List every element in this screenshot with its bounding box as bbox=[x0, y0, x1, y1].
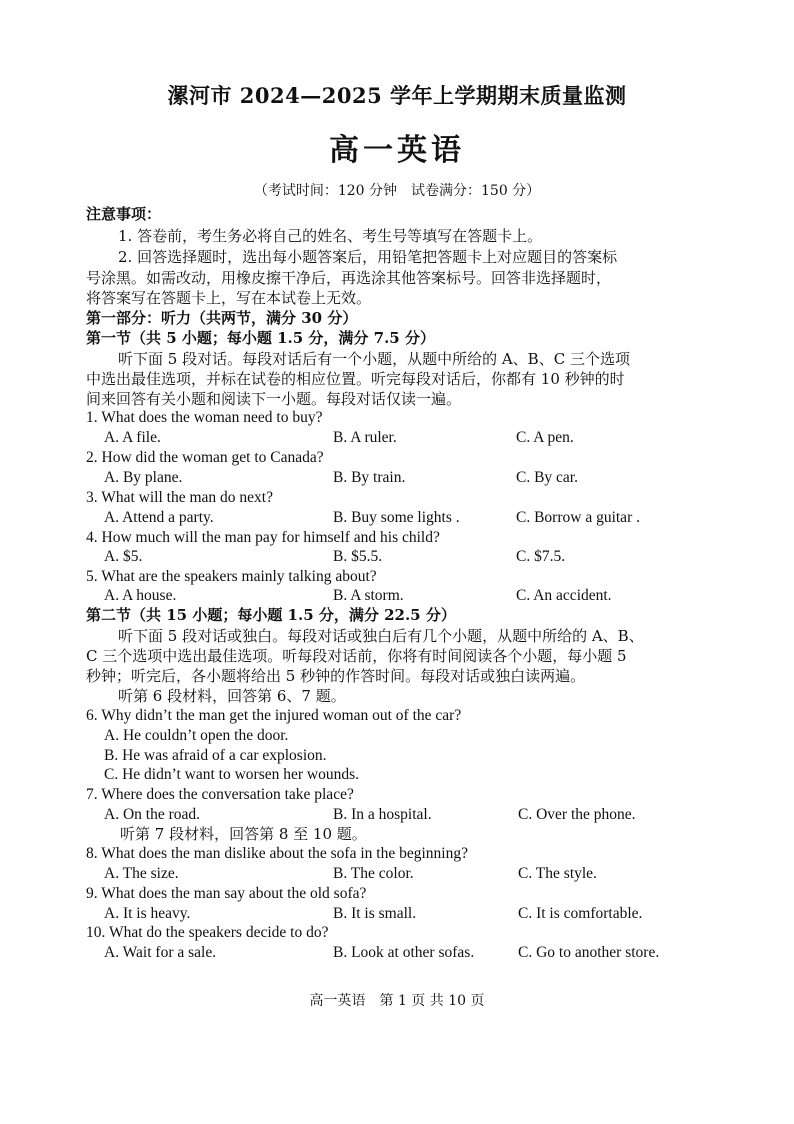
instruction-line: 听下面 5 段对话或独白。每段对话或独白后有几个小题，从题中所给的 A、B、 bbox=[118, 627, 644, 645]
option-b: B. It is small. bbox=[333, 905, 417, 922]
option-c: C. $7.5. bbox=[516, 548, 566, 565]
option-b: B. In a hospital. bbox=[333, 806, 432, 823]
option-b: B. A storm. bbox=[333, 587, 404, 604]
section1-heading: 第一节（共 5 小题；每小题 1.5 分，满分 7.5 分） bbox=[86, 329, 435, 347]
option-a: A. A house. bbox=[104, 587, 177, 604]
option-c: C. An accident. bbox=[516, 587, 612, 604]
question-text: 3. What will the man do next? bbox=[86, 489, 273, 506]
question-text: 5. What are the speakers mainly talking about? bbox=[86, 568, 377, 585]
question-text: 6. Why didn’t the man get the injured woman out of the car? bbox=[86, 707, 462, 724]
option-c: C. The style. bbox=[518, 865, 597, 882]
instruction-line: 间来回答有关小题和阅读下一小题。每段对话仅读一遍。 bbox=[86, 390, 462, 408]
question-text: 7. Where does the conversation take place? bbox=[86, 786, 354, 803]
option-a: A. $5. bbox=[104, 548, 143, 565]
instruction-line: 听下面 5 段对话。每段对话后有一个小题，从题中所给的 A、B、C 三个选项 bbox=[118, 350, 630, 368]
question-text: 10. What do the speakers decide to do? bbox=[86, 924, 329, 941]
option-b: B. Buy some lights . bbox=[333, 509, 460, 526]
option-a: A. A file. bbox=[104, 429, 161, 446]
option-a: A. On the road. bbox=[104, 806, 200, 823]
option-b: B. A ruler. bbox=[333, 429, 397, 446]
notice-line: 号涂黑。如需改动，用橡皮擦干净后，再选涂其他答案标号。回答非选择题时， bbox=[86, 269, 612, 287]
notice-heading: 注意事项： bbox=[86, 205, 162, 223]
option-b: B. He was afraid of a car explosion. bbox=[104, 747, 327, 764]
question-text: 1. What does the woman need to buy? bbox=[86, 409, 323, 426]
instruction-line: C 三个选项中选出最佳选项。听每段对话前，你将有时间阅读各个小题，每小题 5 bbox=[86, 647, 627, 665]
option-c: C. By car. bbox=[516, 469, 578, 486]
notice-line: 1. 答卷前，考生务必将自己的姓名、考生号等填写在答题卡上。 bbox=[118, 227, 543, 245]
option-b: B. Look at other sofas. bbox=[333, 944, 475, 961]
option-c: C. A pen. bbox=[516, 429, 574, 446]
question-text: 8. What does the man dislike about the sofa in the beginning? bbox=[86, 845, 468, 862]
option-b: B. $5.5. bbox=[333, 548, 383, 565]
option-a: A. It is heavy. bbox=[104, 905, 191, 922]
option-a: A. He couldn’t open the door. bbox=[104, 727, 289, 744]
option-a: A. By plane. bbox=[104, 469, 183, 486]
question-text: 2. How did the woman get to Canada? bbox=[86, 449, 324, 466]
instruction-line: 中选出最佳选项，并标在试卷的相应位置。听完每段对话后，你都有 10 秒钟的时 bbox=[86, 370, 625, 388]
option-c: C. Go to another store. bbox=[518, 944, 660, 961]
option-c: C. Borrow a guitar . bbox=[516, 509, 640, 526]
question-text: 4. How much will the man pay for himself and his child? bbox=[86, 529, 440, 546]
notice-line: 将答案写在答题卡上，写在本试卷上无效。 bbox=[86, 289, 372, 307]
exam-title: 漯河市 2024—2025 学年上学期期末质量监测 bbox=[167, 83, 627, 108]
page-footer: 高一英语 第 1 页 共 10 页 bbox=[309, 993, 485, 1009]
option-b: B. The color. bbox=[333, 865, 414, 882]
part-heading: 第一部分：听力（共两节，满分 30 分） bbox=[86, 309, 358, 327]
material-note: 听第 7 段材料，回答第 8 至 10 题。 bbox=[120, 825, 367, 843]
option-b: B. By train. bbox=[333, 469, 406, 486]
option-c: C. Over the phone. bbox=[518, 806, 636, 823]
option-a: A. Wait for a sale. bbox=[104, 944, 217, 961]
instruction-line: 秒钟；听完后，各小题将给出 5 秒钟的作答时间。每段对话或独白读两遍。 bbox=[86, 667, 586, 685]
exam-info: （考试时间：120 分钟 试卷满分：150 分） bbox=[253, 183, 541, 199]
option-a: A. Attend a party. bbox=[104, 509, 214, 526]
question-text: 9. What does the man say about the old sofa? bbox=[86, 885, 367, 902]
subject-title: 高一英语 bbox=[329, 133, 465, 168]
option-a: A. The size. bbox=[104, 865, 179, 882]
material-note: 听第 6 段材料，回答第 6、7 题。 bbox=[118, 687, 346, 705]
notice-line: 2. 回答选择题时，选出每小题答案后，用铅笔把答题卡上对应题目的答案标 bbox=[118, 248, 618, 266]
section2-heading: 第二节（共 15 小题；每小题 1.5 分，满分 22.5 分） bbox=[86, 606, 456, 624]
option-c: C. He didn’t want to worsen her wounds. bbox=[104, 766, 360, 783]
option-c: C. It is comfortable. bbox=[518, 905, 643, 922]
